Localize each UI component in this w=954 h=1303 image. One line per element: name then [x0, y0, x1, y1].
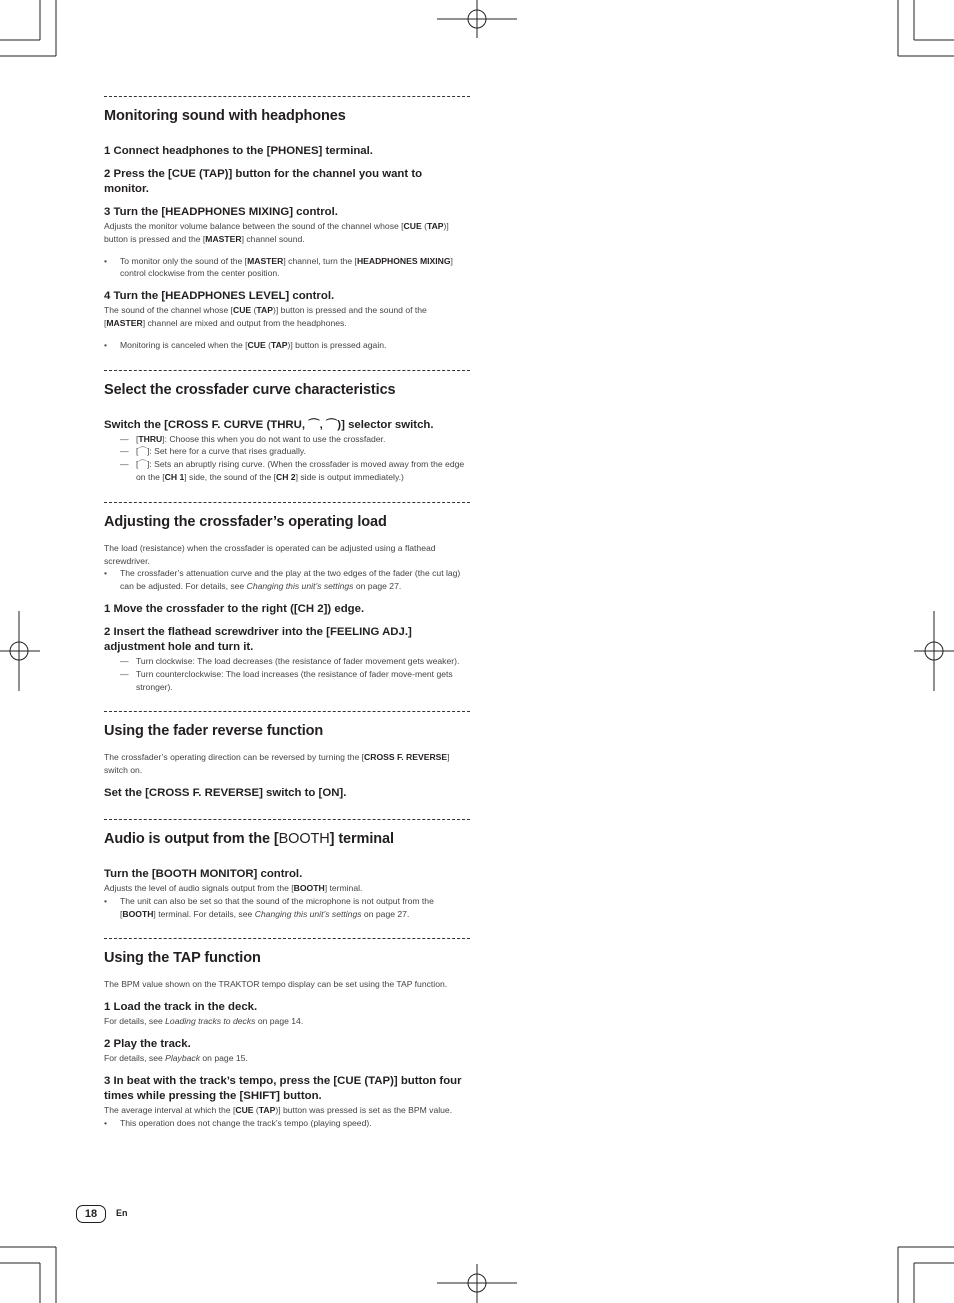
text: Monitoring is canceled when the [: [120, 339, 248, 350]
key-cross-f-reverse: CROSS F. REVERSE: [364, 752, 448, 763]
text: Adjusts the monitor volume balance between the sound of the channel whose [: [104, 221, 404, 231]
step-selector-switch: Switch the [CROSS F. CURVE (THRU, ⌒, ⌒)] selector switch.: [104, 418, 434, 431]
section-title: [104, 831, 470, 847]
step-1-body: [104, 1015, 470, 1028]
step-set-switch: Set the [CROSS F. REVERSE] switch to [ON].: [104, 786, 347, 799]
text: For details, see: [104, 1016, 166, 1027]
step-2-body: [104, 1052, 470, 1065]
key-booth: BOOTH: [293, 882, 325, 893]
step-2: 2 Press the [CUE (TAP)] button for the channel you want to monitor.: [104, 168, 423, 195]
text: Audio is output from the [: [104, 830, 279, 847]
text: The sound of the channel whose [: [104, 305, 233, 316]
page-number: 18: [76, 1205, 106, 1223]
section-title: Adjusting the crossfader’s operating load: [104, 513, 387, 530]
text: ] button is pressed again.: [290, 339, 387, 350]
bullet: [104, 567, 470, 593]
bullet: [104, 895, 470, 921]
step-2: 2 Insert the flathead screwdriver into the [FEELING ADJ.] adjustment hole and turn it.: [104, 625, 412, 653]
step-3: 3 In beat with the track’s tempo, press the [CUE (TAP)] button four times while pressing the [SHIFT] button.: [104, 1074, 462, 1102]
key-tap: TAP: [256, 305, 273, 316]
page-reference-link[interactable]: Playback: [165, 1052, 201, 1063]
text: ]: Sets an abruptly rising curve. (When the crossfader is moved away from the edge on the [: [136, 459, 465, 482]
text: ] side, the sound of the [: [184, 471, 276, 482]
page-reference-link[interactable]: Loading tracks to decks: [165, 1016, 256, 1027]
text: ] button was pressed is set as the BPM value.: [278, 1104, 453, 1115]
section-crossfader-curve: [104, 370, 470, 484]
text: ] terminal: [329, 830, 394, 847]
intro: The BPM value shown on the TRAKTOR tempo display can be set using the TAP function.: [104, 979, 448, 990]
section-title: Using the TAP function: [104, 950, 261, 967]
section-tap: [104, 938, 470, 1129]
key-master: MASTER: [205, 233, 242, 244]
text: The unit can also be set so that the sound of the microphone is not output from the [: [120, 895, 434, 919]
key-cue: CUE: [235, 1104, 254, 1115]
option-list: [104, 655, 470, 693]
text: ] channel, turn the [: [283, 255, 357, 266]
key-thru: THRU: [138, 433, 163, 444]
text: ] button is pressed and the sound of the [: [104, 305, 427, 328]
text: ] side is output immediately.): [295, 471, 404, 482]
step-booth-monitor: Turn the [BOOTH MONITOR] control.: [104, 867, 303, 880]
step-3-body: The average interval at which the [CUE (TAP)] button was pressed is set as the BPM value.: [104, 1104, 453, 1115]
key-headphones-mixing: HEADPHONES MIXING: [356, 255, 451, 266]
text: ] channel sound.: [241, 233, 305, 244]
text: ] button is pressed and the [: [104, 221, 449, 244]
option-gradual: — [⌒]: Set here for a curve that rises gradually.: [104, 445, 470, 458]
text: ] terminal.: [324, 882, 363, 893]
curve-gradual-icon: ⌒: [138, 446, 147, 457]
key-ch2: CH 2: [276, 471, 296, 482]
key-ch1: CH 1: [164, 471, 185, 482]
step-3: 3 Turn the [HEADPHONES MIXING] control.: [104, 206, 338, 218]
text: on page 27.: [353, 581, 402, 592]
title-key: BOOTH: [278, 830, 330, 847]
text: on page 27.: [361, 908, 410, 919]
key-tap: TAP: [270, 339, 288, 350]
step-1: 1 Move the crossfader to the right ([CH 2]) edge.: [104, 602, 365, 615]
step-4: 4 Turn the [HEADPHONES LEVEL] control.: [104, 290, 335, 303]
text: ] switch on.: [104, 752, 450, 776]
page-reference-link[interactable]: Changing this unit’s settings: [254, 908, 362, 919]
key-cue: CUE: [233, 305, 252, 316]
curve-sharp-icon: ⌒: [138, 459, 147, 470]
section-title: Using the fader reverse function: [104, 723, 324, 740]
step-1: 1 Connect headphones to the [PHONES] terminal.: [104, 145, 373, 157]
main-column: [104, 92, 470, 1147]
option-list: [104, 433, 470, 484]
key-tap: TAP: [258, 1104, 276, 1115]
step-2: 2 Play the track.: [104, 1037, 191, 1050]
section-headphones: [104, 96, 470, 352]
option-counterclockwise: — Turn counterclockwise: The load increases (the resistance of fader move-ment gets stronger).: [104, 668, 470, 694]
text: ]: Choose this when you do not want to use the crossfader.: [162, 433, 386, 444]
step-3-bullet: • This operation does not change the track’s tempo (playing speed).: [104, 1117, 470, 1130]
text: To monitor only the sound of the [: [120, 255, 248, 266]
step-3-body: Adjusts the monitor volume balance between the sound of the channel whose [CUE (TAP)] button is pressed and the [MASTER] channel sound.: [104, 221, 449, 244]
text: The average interval at which the [: [104, 1104, 236, 1115]
text: The crossfader’s attenuation curve and the play at the two edges of the fader (the cut lag) can be adjusted. For details, see: [120, 568, 461, 592]
text: ] control clockwise from the center position.: [120, 255, 453, 279]
section-booth: [104, 819, 470, 920]
option-sharp: — [⌒]: Sets an abruptly rising curve. (When the crossfader is moved away from the edge on the [CH 1] side, the sound of the [CH 2] side is output immediately.): [104, 458, 470, 484]
section-fader-reverse: [104, 711, 470, 801]
text: on page 14.: [255, 1016, 304, 1027]
text: ] channel are mixed and output from the headphones.: [142, 317, 347, 328]
text: ] terminal. For details, see: [153, 908, 255, 919]
step-4-body: The sound of the channel whose [CUE (TAP)] button is pressed and the sound of the [MASTER] channel are mixed and output from the headphones.: [104, 305, 427, 328]
section-operating-load: [104, 502, 470, 694]
key-tap: TAP: [426, 221, 444, 231]
text: ]: Set here for a curve that rises gradually.: [147, 446, 306, 457]
language-label: En: [116, 1208, 128, 1218]
page-reference-link[interactable]: Changing this unit’s settings: [246, 581, 354, 592]
key-master: MASTER: [106, 317, 143, 328]
text: on page 15.: [200, 1052, 248, 1063]
option-thru: — [THRU]: Choose this when you do not want to use the crossfader.: [104, 433, 470, 446]
intro: The load (resistance) when the crossfader is operated can be adjusted using a flathead screwdriver.: [104, 542, 436, 566]
key-cue: CUE: [403, 221, 422, 231]
key-booth: BOOTH: [122, 908, 154, 919]
key-cue: CUE: [247, 339, 266, 350]
step-body: [104, 882, 470, 895]
section-title: Select the crossfader curve characteristics: [104, 381, 396, 398]
key-master: MASTER: [247, 255, 284, 266]
text: Adjusts the level of audio signals output from the [: [104, 882, 294, 893]
text: The crossfader’s operating direction can be reversed by turning the [: [104, 752, 365, 763]
step-1: 1 Load the track in the deck.: [104, 1001, 258, 1014]
step-3-bullet: [104, 255, 470, 281]
text: For details, see: [104, 1052, 166, 1063]
section-title: Monitoring sound with headphones: [104, 108, 346, 124]
step-4-bullet: • Monitoring is canceled when the [CUE (TAP)] button is pressed again.: [104, 339, 470, 352]
option-clockwise: — Turn clockwise: The load decreases (the resistance of fader movement gets weaker).: [104, 655, 470, 668]
intro: [104, 751, 470, 777]
